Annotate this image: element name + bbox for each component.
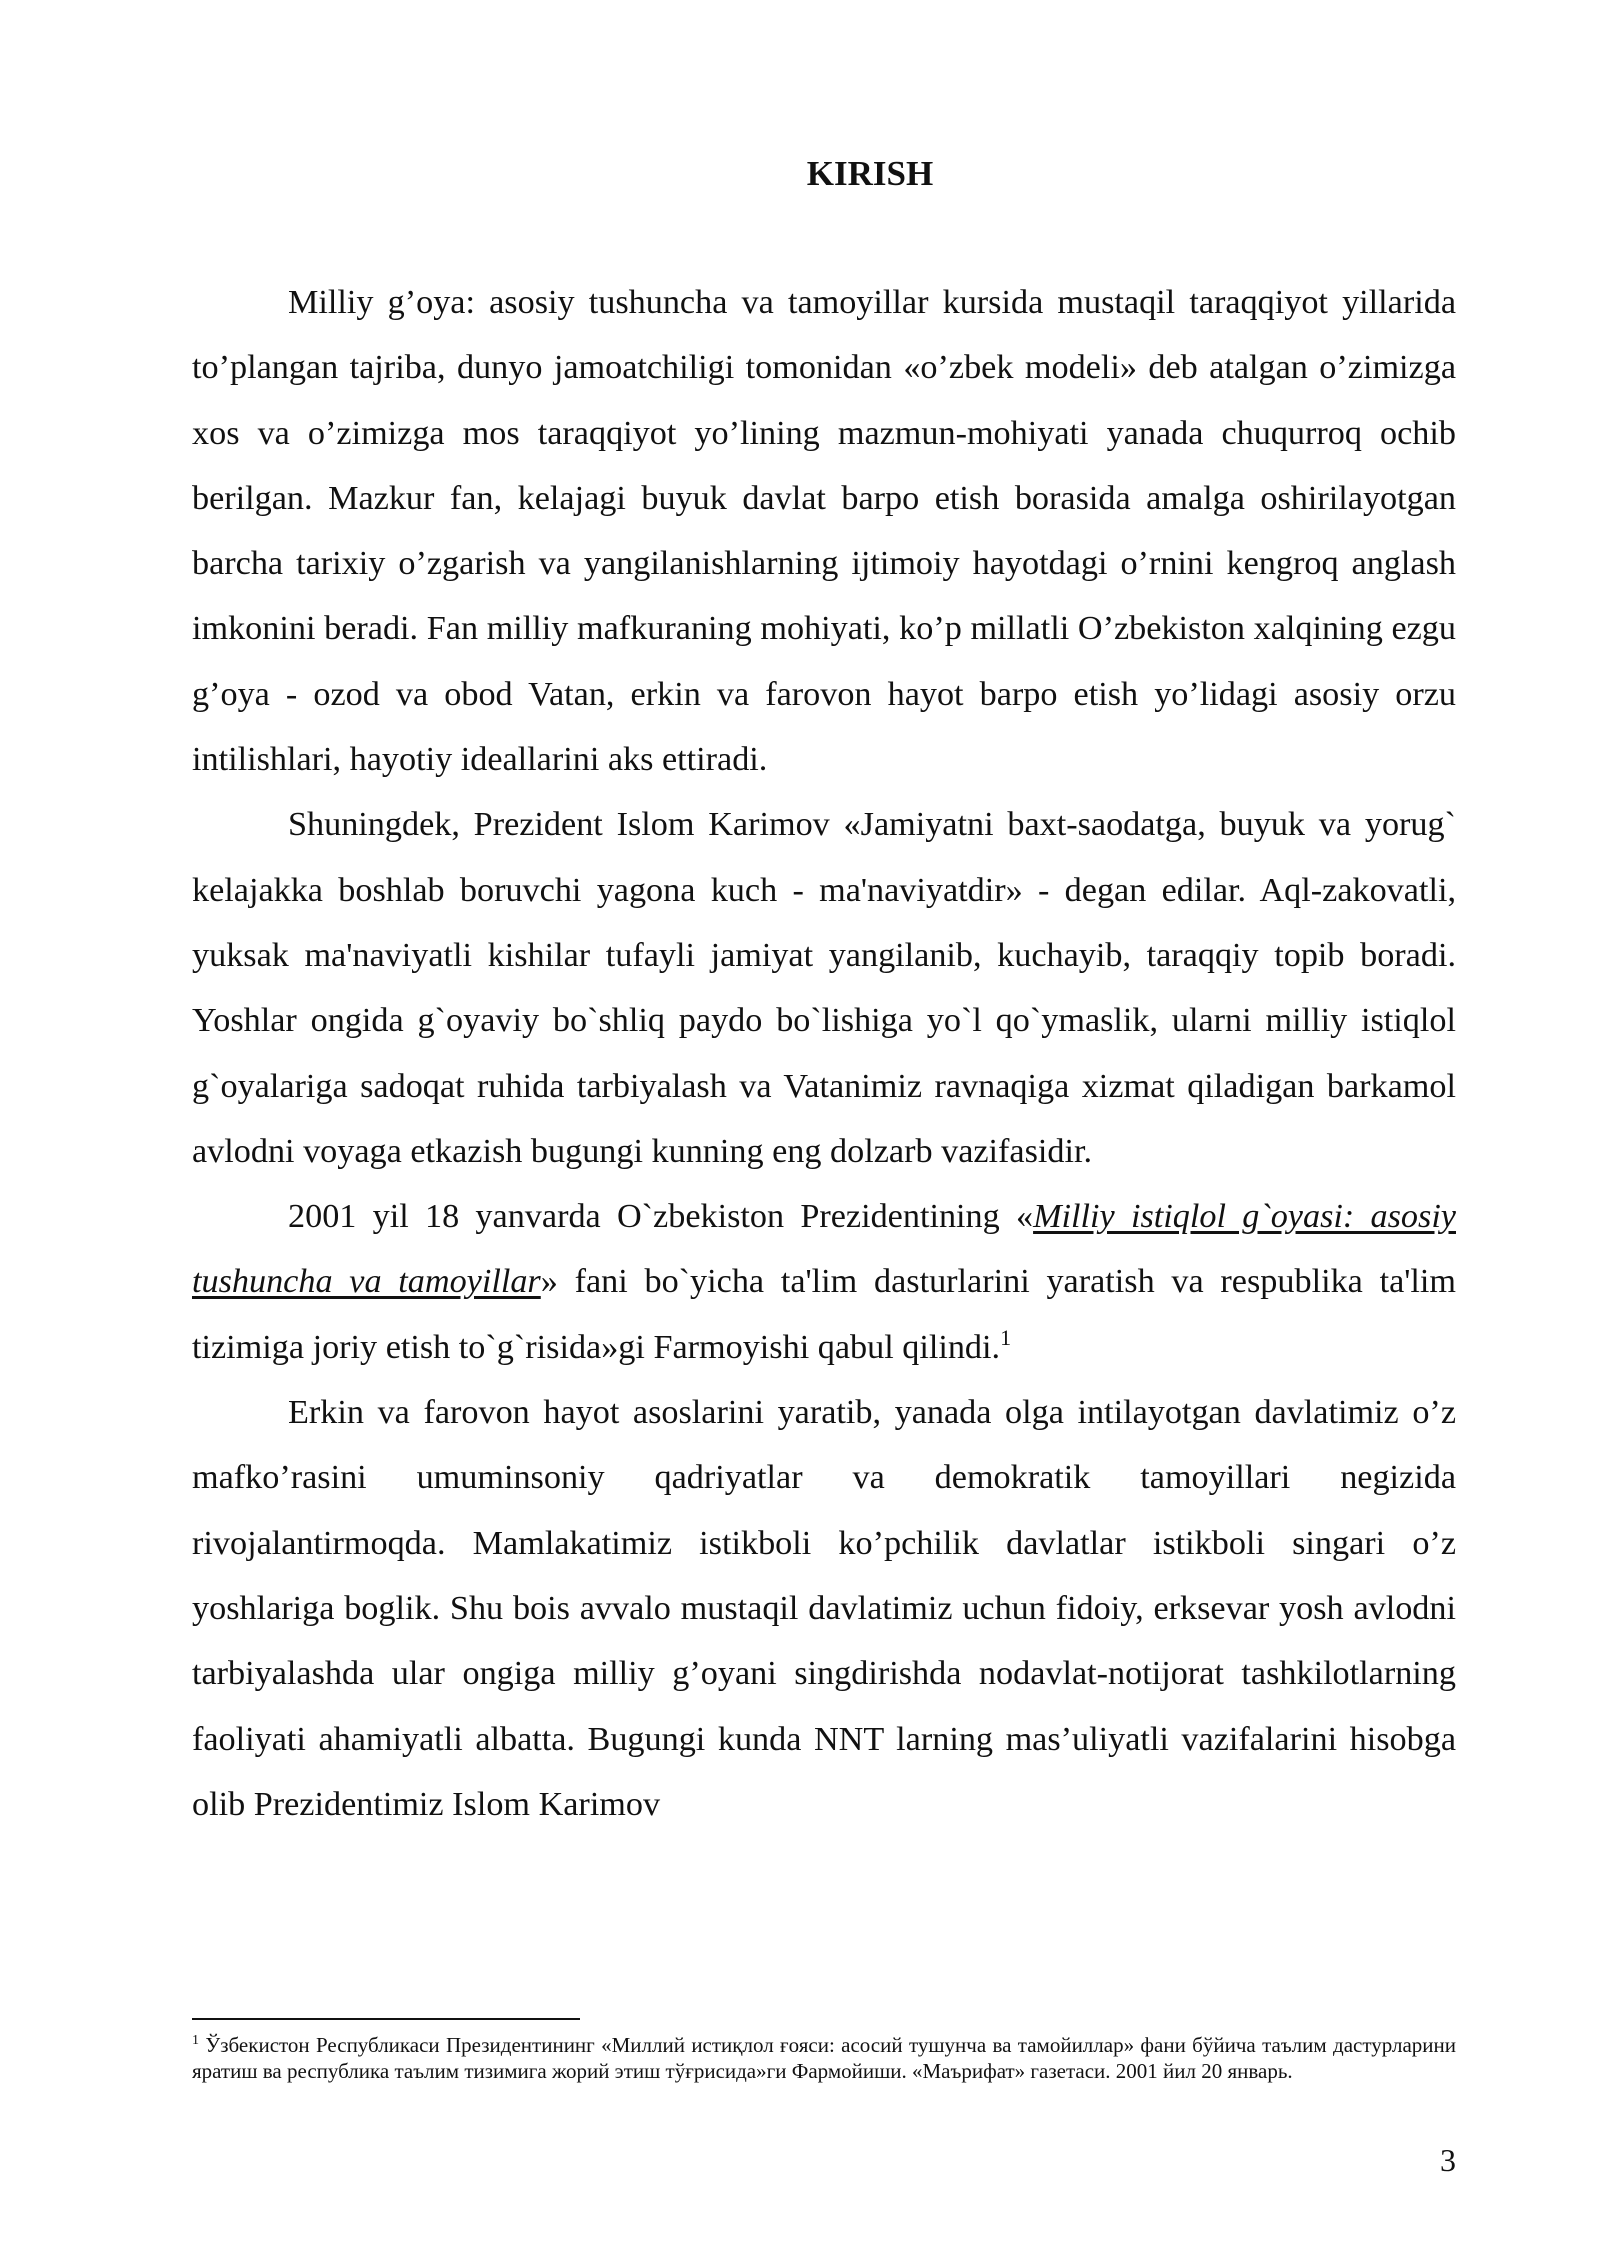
paragraph-3-before: 2001 yil 18 yanvarda O`zbekiston Prezidentining « [288, 1198, 1034, 1236]
paragraph-1: Milliy g’oya: asosiy tushuncha va tamoyillar kursida mustaqil taraqqiyot yillarida to’plangan tajriba, dunyo jamoatchiligi tomonidan «o’zbek modeli» deb atalgan o’zimizga xos va o’zimizga mos taraqqiyot yo’lining mazmun-mohiyati yanada chuqurroq ochib berilgan. Mazkur fan, kelajagi buyuk davlat barpo etish borasida amalga oshirilayotgan barcha tarixiy o’zgarish va yangilanishlarning ijtimoiy hayotdagi o’rnini kengroq anglash imkonini beradi. Fan milliy mafkuraning mohiyati, ko’p millatli O’zbekiston xalqining ezgu g’oya - ozod va obod Vatan, erkin va farovon hayot barpo etish yo’lidagi asosiy orzu intilishlari, hayotiy ideallarini aks ettiradi. [192, 284, 1456, 779]
footnote-reference[interactable]: 1 [1000, 1324, 1012, 1350]
footnote-text: Ўзбекистон Республикаси Президентининг «Миллий истиқлол ғояси: асосий тушунча ва тамойиллар» фани бўйича таълим дастурларини яратиш ва республика таълим тизимига жорий этиш тўғрисида»ги Фармойиши. «Маърифат» газетаси. 2001 йил 20 январь. [192, 2033, 1457, 2083]
paragraph-3 [192, 1184, 1456, 1380]
page-number: 3 [1440, 2142, 1456, 2178]
paragraph-3-after: » fani bo`yicha ta'lim dasturlarini yaratish va respublika ta'lim tizimiga joriy etish to`g`risida»gi Farmoyishi qabul qilindi. [192, 1263, 1457, 1366]
section-title: KIRISH [806, 154, 934, 193]
paragraph-4: Erkin va farovon hayot asoslarini yaratib, yanada olga intilayotgan davlatimiz o’z mafko’rasini umuminsoniy qadriyatlar va demokratik tamoyillari negizida rivojalantirmoqda. Mamlakatimiz istikboli ko’pchilik davlatlar istikboli singari o’z yoshlariga boglik. Shu bois avvalo mustaqil davlatimiz uchun fidoiy, erksevar yosh avlodni tarbiyalashda ular ongiga milliy g’oyani singdirishda nodavlat-notijorat tashkilotlarning faoliyati ahamiyatli albatta. Bugungi kunda NNT larning mas’uliyatli vazifalarini hisobga olib Prezidentimiz Islom Karimov [192, 1394, 1456, 1823]
main-text [192, 270, 1456, 1837]
paragraph-2: Shuningdek, Prezident Islom Karimov «Jamiyatni baxt-saodatga, buyuk va yorug` kelajakka boshlab boruvchi yagona kuch - ma'naviyatdir» - degan edilar. Aql-zakovatli, yuksak ma'naviyatli kishilar tufayli jamiyat yangilanib, kuchayib, taraqqiy topib boradi. Yoshlar ongida g`oyaviy bo`shliq paydo bo`lishiga yo`l qo`ymaslik, ularni milliy istiqlol g`oyalariga sadoqat ruhida tarbiyalash va Vatanimiz ravnaqiga xizmat qiladigan barkamol avlodni voyaga etkazish bugungi kunning eng dolzarb vazifasidir. [192, 806, 1456, 1170]
footnote-marker: 1 [192, 2033, 199, 2048]
decree-title: Milliy istiqlol g`oyasi: asosiy tushuncha va tamoyillar [192, 1198, 1456, 1301]
footnote-separator [192, 2018, 580, 2020]
footnote [192, 2032, 1456, 2084]
